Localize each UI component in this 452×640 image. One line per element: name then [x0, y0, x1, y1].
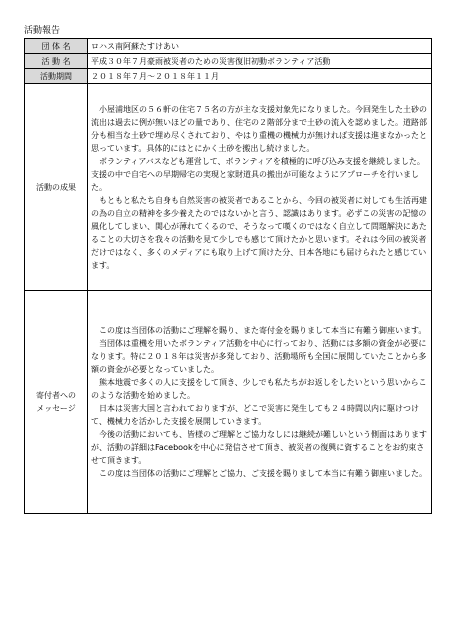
donor-message-text — [88, 291, 432, 514]
group-value: ロハス南阿蘇たすけあい — [88, 39, 432, 54]
donor-message-paragraph: 今後の活動においても、皆様のご理解とご協力なしには継続が難しいという側面はありますが、活動の詳細はFacebookを中心に発信させて頂き、被災者の復興に資することをお約束させて頂きます。 — [91, 430, 427, 465]
donor-message-paragraph: 熊本地震で多くの人に支援をして頂き、少しでも私たちがお返しをしたいという思いからこのような活動を始めました。 — [91, 378, 427, 400]
donor-message-paragraph: この度は当団体の活動にご理解を賜り、また寄付金を賜りまして本当に有難う御座います。 — [99, 326, 427, 335]
period-label: 活動期間 — [25, 69, 88, 84]
results-paragraph: もともと私たち自身も自然災害の被災者であることから、今回の被災者に対しても生活再建の為の自立の精神を多少養えたのではないかと言う、認識はあります。必ずこの災害の記憶の風化してしまい、関心が薄れてくるので、そうなって嘆くのではなく自立して問題解決にあたることの大切さを我々の活動を見て少しでも感じて頂けたかと思います。それは今回の被災者だけではなく、多くのメディアにも取り上げて頂けた分、日本各地にも届けられたと感じています。 — [91, 195, 427, 270]
period-value: ２０１８年７月〜２０１８年１１月 — [88, 69, 432, 84]
donor-message-label — [25, 291, 88, 514]
donor-message-label-line2: メッセージ — [36, 404, 76, 413]
period-row — [25, 69, 432, 84]
donor-message-paragraph: 当団体は重機を用いたボランティア活動を中心に行っており、活動には多額の資金が必要になります。特に２０１８年は災害が多発しており、活動場所も全国に展開していたことから多額の資金が必要となっていました。 — [91, 339, 427, 374]
results-text — [88, 84, 432, 291]
results-row — [25, 84, 432, 291]
results-paragraph: ボランティアバスなども運営して、ボランティアを積極的に呼び込み支援を継続しました。支援の中で自宅への早期帰宅の実現と家財道具の搬出が可能なようにアプローチを行いました。 — [91, 156, 425, 192]
donor-message-paragraph: この度は当団体の活動にご理解とご協力、ご支援を賜りまして本当に有難う御座いました。 — [99, 469, 427, 478]
group-label: 団 体 名 — [25, 39, 88, 54]
group-row — [25, 39, 432, 54]
donor-message-row — [25, 291, 432, 514]
activity-value: 平成３０年７月豪雨被災者のための災害復旧初動ボランティア活動 — [88, 54, 432, 69]
donor-message-label-line1: 寄付者への — [36, 391, 76, 400]
activity-row — [25, 54, 432, 69]
activity-label: 活 動 名 — [25, 54, 88, 69]
page-heading: 活動報告 — [24, 26, 61, 36]
donor-message-paragraph: 日本は災害大国と言われておりますが、どこで災害に発生しても２４時間以内に駆けつけて、機械力を活かした支援を展開していきます。 — [91, 404, 419, 426]
activity-report-table — [24, 38, 432, 514]
results-paragraph: 小屋浦地区の５６軒の住宅７５名の方が主な支援対象先になりました。今回発生した土砂の流出は過去に例が無いほどの量であり、住宅の２階部分まで土砂の流入を認めました。道路部分も相当な土砂で埋め尽くされており、やはり重機の機械力が無ければ支援は進まなかったと思っています。具体的にはとにかく土砂を搬出し続けました。 — [91, 104, 427, 153]
results-label: 活動の成果 — [25, 84, 88, 291]
